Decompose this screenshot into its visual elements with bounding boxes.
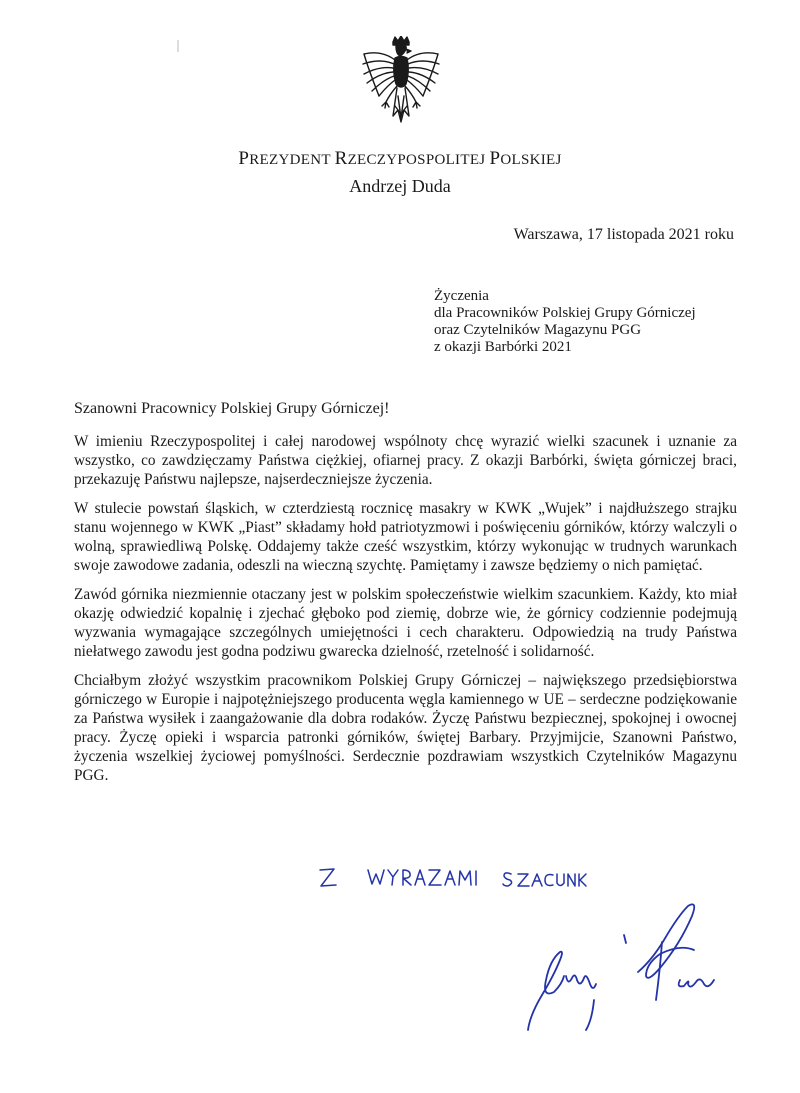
subject-line: dla Pracowników Polskiej Grupy Górniczej <box>434 305 696 321</box>
president-name: Andrzej Duda <box>349 176 451 196</box>
signature <box>520 880 720 1050</box>
letter-date: Warszawa, 17 listopada 2021 roku <box>513 226 734 243</box>
body-paragraph: W stulecie powstań śląskich, w czterdziestą rocznicę masakry w KWK „Wujek” i najdłuższego strajku stanu wojennego w KWK „Piast” składamy hołd patriotyzmowi i poświęceniu górników, którzy walczyli o wolną, sprawiedliwą Polskę. Oddajemy także cześć wszystkim, którzy wykonując w trudnych warunkach swoje zawodowe zadania, odeszli na wieczną szychtę. Pamiętamy i zawsze będziemy o nich pamiętać. <box>74 500 737 574</box>
body-paragraph: Chciałbym złożyć wszystkim pracownikom Polskiej Grupy Górniczej – największego przedsiębiorstwa górniczego w Europie i najpotężniejszego producenta węgla kamiennego w UE – serdeczne podziękowanie za Państwa wysiłek i zaangażowanie dla dobra rodaków. Życzę Państwu bezpiecznej, spokojnej i owocnej pracy. Życzę opieki i wsparcia patronki górników, świętej Barbary. Przyjmijcie, Szanowni Państwo, życzenia wszelkiej życiowej pomyślności. Serdecznie pozdrawiam wszystkich Czytelników Magazynu PGG. <box>74 672 737 784</box>
body-paragraph: W imieniu Rzeczypospolitej i całej narodowej wspólnoty chcę wyrazić wielki szacunek i uznanie za wszystko, co zawdzięczamy Państwa ciężkiej, ofiarnej pracy. Z okazji Barbórki, święta górniczej braci, przekazuję Państwu najlepsze, najserdeczniejsze życzenia. <box>74 433 737 488</box>
title-part: P <box>489 148 501 169</box>
letter-body <box>74 432 737 795</box>
title-part: OLSKIEJ <box>500 152 562 168</box>
title-part: P <box>238 148 250 169</box>
letter-subject <box>434 288 696 356</box>
polish-eagle-emblem-icon <box>360 36 442 134</box>
title-part: REZYDENT <box>249 152 335 168</box>
salutation: Szanowni Pracownicy Polskiej Grupy Górniczej! <box>74 400 390 417</box>
president-title <box>0 148 800 170</box>
scan-mark <box>176 40 180 52</box>
body-paragraph: Zawód górnika niezmiennie otaczany jest w polskim społeczeństwie wielkim szacunkiem. Każdy, kto miał okazję odwiedzić kopalnię i zjechać głęboko pod ziemię, dobrze wie, że górnicy codziennie podejmują wyzwania wymagające szczególnych umiejętności i cech charakteru. Odpowiedzią na trudy Państwa niełatwego zawodu jest godna podziwu gwarecka dzielność, rzetelność i solidarność. <box>74 586 737 660</box>
title-part: ZECZYPOSPOLITEJ <box>347 152 490 168</box>
subject-line: Życzenia <box>434 288 489 304</box>
subject-line: oraz Czytelników Magazynu PGG <box>434 322 642 338</box>
title-part: R <box>334 148 348 169</box>
subject-line: z okazji Barbórki 2021 <box>434 339 572 355</box>
